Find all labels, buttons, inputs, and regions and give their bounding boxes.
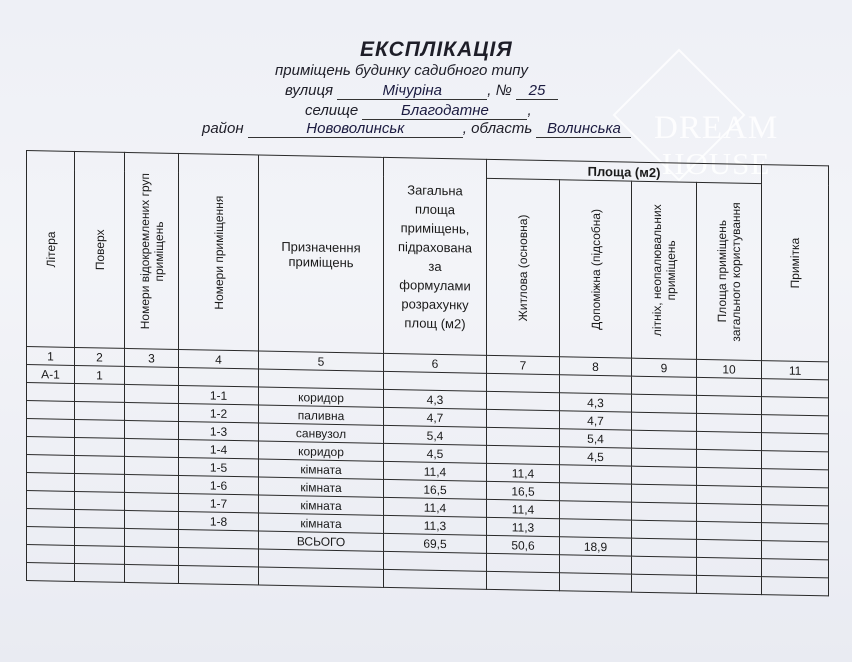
table-cell-empty: [27, 545, 75, 564]
table-cell-purpose: санвузол: [259, 423, 384, 443]
table-cell-group: [125, 456, 179, 475]
table-cell-floor: 1: [75, 365, 125, 384]
table-cell-room: 1-7: [179, 493, 259, 513]
table-cell-summer: [632, 502, 697, 521]
table-cell-room: 1-4: [179, 439, 259, 459]
area-group-header: Площа (м2): [487, 159, 762, 183]
table-cell-purpose: паливна: [259, 405, 384, 425]
table-cell-room: 1-1: [179, 385, 259, 405]
table-cell-empty: [487, 571, 560, 590]
table-cell-floor: [75, 473, 125, 492]
table-cell-group: [125, 474, 179, 493]
table-cell-floor: [75, 437, 125, 456]
table-cell-aux: [560, 375, 632, 394]
table-cell-empty: [560, 555, 632, 574]
table-cell-summer: [632, 412, 697, 431]
table-cell-floor: [75, 455, 125, 474]
table-cell-group: [125, 492, 179, 511]
region-label: область: [471, 120, 533, 137]
street-label: вулиця: [285, 82, 334, 99]
table-cell-common: [697, 431, 762, 450]
table-cell-total: [384, 371, 487, 391]
table-cell-note: [762, 523, 829, 542]
col-header-auxiliary: Допоміжна (підсобна): [560, 180, 632, 358]
col-number: 8: [560, 357, 632, 376]
table-cell-note: [762, 379, 829, 398]
col-header-floor: Поверх: [75, 151, 125, 348]
table-cell-empty: [384, 569, 487, 589]
watermark-line-1: DREAM: [654, 110, 779, 146]
table-cell-group: [125, 384, 179, 403]
table-cell-summer: [632, 448, 697, 467]
table-cell-empty: [384, 551, 487, 571]
table-cell-group: [125, 402, 179, 421]
col-header-total-area: Загальна площа приміщень, підрахована за формулами розрахунку площ (м2): [384, 157, 487, 355]
table-cell-lit: А-1: [27, 365, 75, 384]
settlement-line: селище Благодатне ,: [305, 102, 532, 119]
table-cell-common: [697, 449, 762, 468]
col-number: 1: [27, 347, 75, 366]
table-cell-total: 4,7: [384, 407, 487, 427]
table-cell-group: [125, 366, 179, 385]
table-cell-summer: [632, 430, 697, 449]
table-cell-floor: [75, 491, 125, 510]
table-cell-living: 11,4: [487, 499, 560, 518]
table-cell-room: 1-3: [179, 421, 259, 441]
table-cell-empty: [179, 547, 259, 567]
table-cell-summer: [632, 538, 697, 557]
table-cell-empty: [75, 545, 125, 564]
street-value: Мічуріна: [337, 82, 487, 100]
table-cell-summer: [632, 520, 697, 539]
table-cell-aux: [560, 501, 632, 520]
region-value: Волинська: [536, 120, 631, 138]
table-cell-purpose: коридор: [259, 441, 384, 461]
table-cell-purpose: ВСЬОГО: [259, 531, 384, 551]
col-number: 3: [125, 348, 179, 367]
table-cell-purpose: коридор: [259, 387, 384, 407]
document-title: ЕКСПЛІКАЦІЯ: [360, 38, 513, 61]
table-cell-empty: [762, 559, 829, 578]
table-cell-purpose: кімната: [259, 495, 384, 515]
table-cell-total: 4,5: [384, 443, 487, 463]
table-cell-living: 50,6: [487, 535, 560, 554]
col-number: 2: [75, 347, 125, 366]
number-label: №: [495, 82, 512, 99]
table-cell-purpose: кімната: [259, 477, 384, 497]
street-line: вулиця Мічуріна , № 25: [285, 82, 558, 100]
col-number: 11: [762, 361, 829, 380]
settlement-value: Благодатне: [362, 102, 527, 120]
table-cell-lit: [27, 401, 75, 420]
table-cell-empty: [487, 553, 560, 572]
table-cell-empty: [125, 546, 179, 565]
col-number: 10: [697, 359, 762, 378]
table-cell-note: [762, 397, 829, 416]
table-cell-total: 11,3: [384, 515, 487, 535]
district-line: район Нововолинськ , область Волинська: [202, 120, 631, 138]
table-cell-aux: 18,9: [560, 537, 632, 556]
table-cell-lit: [27, 419, 75, 438]
table-cell-empty: [697, 557, 762, 576]
table-cell-aux: 5,4: [560, 429, 632, 448]
table-cell-summer: [632, 376, 697, 395]
col-number: 7: [487, 355, 560, 374]
table-cell-room: [179, 367, 259, 387]
table-cell-aux: [560, 519, 632, 538]
table-cell-note: [762, 415, 829, 434]
table-cell-total: 5,4: [384, 425, 487, 445]
table-cell-common: [697, 521, 762, 540]
table-cell-living: 11,4: [487, 463, 560, 482]
table-cell-total: 69,5: [384, 533, 487, 553]
table-cell-floor: [75, 419, 125, 438]
col-header-living: Житлова (основна): [487, 178, 560, 356]
table-cell-common: [697, 485, 762, 504]
table-cell-living: 16,5: [487, 481, 560, 500]
table-cell-note: [762, 433, 829, 452]
table-cell-common: [697, 395, 762, 414]
table-cell-room: [179, 529, 259, 549]
table-cell-floor: [75, 509, 125, 528]
table-cell-empty: [259, 549, 384, 569]
table-cell-purpose: [259, 369, 384, 389]
col-header-common: Площа приміщень загального користування: [697, 182, 762, 360]
table-cell-living: [487, 445, 560, 464]
table-cell-aux: 4,7: [560, 411, 632, 430]
table-cell-summer: [632, 394, 697, 413]
table-cell-group: [125, 420, 179, 439]
table-cell-lit: [27, 437, 75, 456]
table-cell-room: 1-5: [179, 457, 259, 477]
table-cell-aux: 4,3: [560, 393, 632, 412]
table-cell-purpose: кімната: [259, 459, 384, 479]
col-number: 4: [179, 349, 259, 369]
district-value: Нововолинськ: [248, 120, 463, 138]
table-cell-note: [762, 451, 829, 470]
table-cell-floor: [75, 383, 125, 402]
table-cell-empty: [697, 575, 762, 594]
table-body: [27, 365, 829, 596]
table-cell-note: [762, 469, 829, 488]
table-cell-common: [697, 503, 762, 522]
col-header-groups: Номери відокремлених груп приміщень: [125, 152, 179, 349]
table-cell-aux: 4,5: [560, 447, 632, 466]
table-cell-empty: [762, 577, 829, 596]
table-cell-lit: [27, 383, 75, 402]
district-label: район: [202, 120, 244, 137]
table-cell-common: [697, 539, 762, 558]
table-cell-purpose: кімната: [259, 513, 384, 533]
table-cell-note: [762, 487, 829, 506]
table-cell-empty: [632, 556, 697, 575]
table-cell-lit: [27, 491, 75, 510]
table-cell-living: [487, 409, 560, 428]
table-cell-note: [762, 505, 829, 524]
table-cell-empty: [632, 574, 697, 593]
table-cell-floor: [75, 527, 125, 546]
col-number: 9: [632, 358, 697, 377]
table-cell-common: [697, 467, 762, 486]
col-header-room-number: Номери приміщення: [179, 153, 259, 351]
table-cell-group: [125, 528, 179, 547]
table-cell-lit: [27, 527, 75, 546]
col-header-litera: Літера: [27, 151, 75, 348]
table-cell-group: [125, 510, 179, 529]
table-cell-summer: [632, 466, 697, 485]
header-line-1: приміщень будинку садибного типу: [275, 62, 529, 79]
table-cell-total: 11,4: [384, 497, 487, 517]
table-cell-common: [697, 377, 762, 396]
table-cell-empty: [125, 564, 179, 583]
table-cell-total: 11,4: [384, 461, 487, 481]
col-number: 5: [259, 351, 384, 371]
table-cell-room: 1-8: [179, 511, 259, 531]
explication-table: [26, 150, 829, 596]
table-cell-lit: [27, 455, 75, 474]
watermark-line-2: HOUSE: [662, 146, 771, 181]
table-cell-room: 1-6: [179, 475, 259, 495]
table-cell-aux: [560, 465, 632, 484]
table-cell-note: [762, 541, 829, 560]
table-cell-empty: [560, 573, 632, 592]
table-cell-aux: [560, 483, 632, 502]
table-cell-living: [487, 391, 560, 410]
table-cell-summer: [632, 484, 697, 503]
table-cell-living: [487, 427, 560, 446]
table-cell-room: 1-2: [179, 403, 259, 423]
col-header-summer: літніх, неопалювальних приміщень: [632, 181, 697, 359]
table-cell-group: [125, 438, 179, 457]
number-value: 25: [516, 82, 558, 100]
table-cell-total: 16,5: [384, 479, 487, 499]
table-cell-living: 11,3: [487, 517, 560, 536]
col-header-note: Примітка: [762, 165, 829, 362]
table-cell-empty: [75, 563, 125, 582]
table-cell-empty: [179, 565, 259, 585]
table-cell-empty: [259, 567, 384, 587]
table-cell-lit: [27, 509, 75, 528]
table-cell-floor: [75, 401, 125, 420]
table-cell-empty: [27, 563, 75, 582]
table-cell-lit: [27, 473, 75, 492]
table-cell-total: 4,3: [384, 389, 487, 409]
table-cell-living: [487, 373, 560, 392]
table-cell-common: [697, 413, 762, 432]
col-number: 6: [384, 353, 487, 373]
settlement-label: селище: [305, 102, 359, 119]
col-header-purpose: Призначення приміщень: [259, 155, 384, 353]
